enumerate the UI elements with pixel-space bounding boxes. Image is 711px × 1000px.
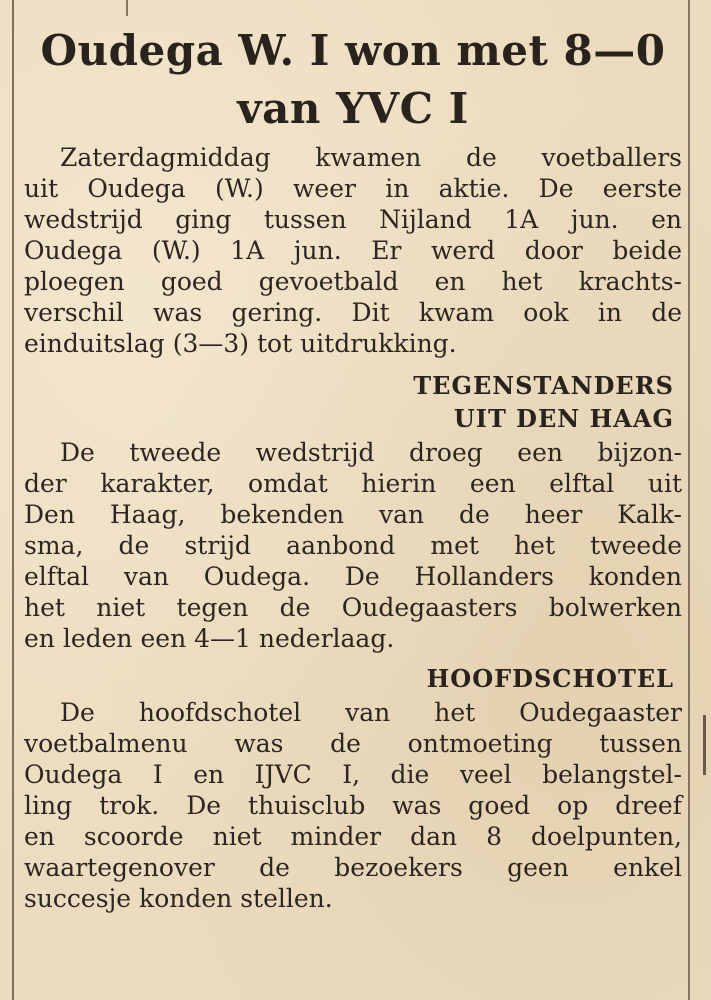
- text-line: ling trok. De thuisclub was goed op dreef: [24, 791, 682, 820]
- text-line: sma, de strijd aanbond met het tweede: [24, 531, 682, 560]
- paragraph-intro: [24, 142, 682, 359]
- column-rule-tick: [126, 0, 128, 16]
- text-line: wedstrijd ging tussen Nijland 1A jun. en: [24, 205, 682, 234]
- subheading-line: TEGENSTANDERS: [413, 371, 674, 400]
- headline-line: van YVC I: [237, 84, 469, 133]
- headline-line: Oudega W. I won met 8—0: [40, 26, 666, 75]
- text-line: elftal van Oudega. De Hollanders konden: [24, 562, 682, 591]
- text-line: Oudega I en IJVC I, die veel belangstel-: [24, 760, 682, 789]
- text-line: en leden een 4—1 nederlaag.: [24, 624, 395, 653]
- paragraph-main-match: [24, 697, 682, 914]
- column-rule-right: [688, 0, 690, 1000]
- headline: [24, 22, 682, 138]
- text-line: der karakter, omdat hierin een elftal uit: [24, 469, 682, 498]
- text-line: De hoofdschotel van het Oudegaaster: [60, 698, 682, 727]
- subheading-line: HOOFDSCHOTEL: [426, 664, 674, 693]
- paragraph-second-match: [24, 437, 682, 654]
- text-line: uit Oudega (W.) weer in aktie. De eerste: [24, 174, 682, 203]
- subheading-hoofdschotel: [24, 662, 682, 695]
- text-line: Zaterdagmiddag kwamen de voetballers: [60, 143, 682, 172]
- text-line: Oudega (W.) 1A jun. Er werd door beide: [24, 236, 682, 265]
- text-line: succesje konden stellen.: [24, 884, 333, 913]
- text-line: Den Haag, bekenden van de heer Kalk-: [24, 500, 682, 529]
- text-line: en scoorde niet minder dan 8 doelpunten,: [24, 822, 682, 851]
- text-line: het niet tegen de Oudegaasters bolwerken: [24, 593, 682, 622]
- adjacent-column-edge: [703, 715, 706, 775]
- text-line: einduitslag (3—3) tot uitdrukking.: [24, 329, 457, 358]
- newspaper-article: [24, 22, 682, 914]
- subheading-line: UIT DEN HAAG: [453, 404, 674, 433]
- subheading-tegenstanders: [24, 369, 682, 435]
- text-line: verschil was gering. Dit kwam ook in de: [24, 298, 682, 327]
- text-line: ploegen goed gevoetbald en het krachts-: [24, 267, 682, 296]
- text-line: voetbalmenu was de ontmoeting tussen: [24, 729, 682, 758]
- text-line: waartegenover de bezoekers geen enkel: [24, 853, 682, 882]
- text-line: De tweede wedstrijd droeg een bijzon-: [60, 438, 682, 467]
- column-rule-left: [12, 0, 14, 1000]
